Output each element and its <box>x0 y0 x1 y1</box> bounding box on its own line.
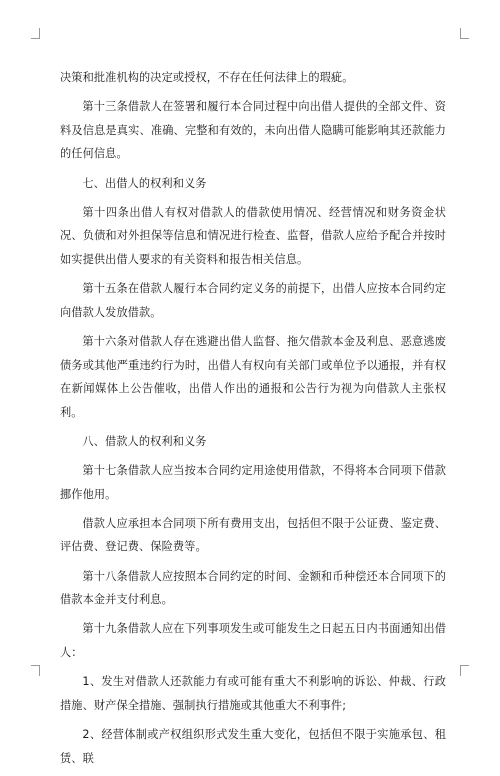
clause-13: 第十三条借款人在签署和履行本合同过程中向出借人提供的全部文件、资料及信息是真实、准确、完整和有效的，未向出借人隐瞒可能影响其还款能力的任何信息。 <box>60 100 446 161</box>
crop-mark-bottom-right <box>460 665 469 676</box>
section-heading-8: 八、借款人的权利和义务 <box>82 434 207 448</box>
crop-mark-top-right <box>460 28 469 39</box>
document-body <box>60 66 446 776</box>
crop-mark-bottom-left <box>31 665 40 676</box>
clause-18: 第十八条借款人应按照本合同约定的时间、金额和币种偿还本合同项下的借款本金并支付利息。 <box>60 569 446 607</box>
crop-mark-top-left <box>31 28 40 39</box>
section-heading-7: 七、出借人的权利和义务 <box>82 176 207 190</box>
paragraph-1: 决策和批准机构的决定或授权，不存在任何法律上的瑕疵。 <box>60 71 354 84</box>
clause-17: 第十七条借款人应当按本合同约定用途使用借款，不得将本合同项下借款挪作他用。 <box>60 464 446 501</box>
clause-14: 第十四条出借人有权对借款人的借款使用情况、经营情况和财务资金状况、负债和对外担保等信息和情况进行检查、监督，借款人应给予配合并按时如实提供出借人要求的有关资料和报告相关信息。 <box>60 205 446 266</box>
clause-19-item-2: 2、经营体制或产权组织形式发生重大变化，包括但不限于实施承包、租赁、联 <box>60 727 446 765</box>
clause-17-fees: 借款人应承担本合同项下所有费用支出，包括但不限于公证费、鉴定费、评估费、登记费、保险费等。 <box>60 516 446 554</box>
clause-19-item-1: 1、发生对借款人还款能力有或可能有重大不利影响的诉讼、仲裁、行政措施、财产保全措施、强制执行措施或其他重大不利事件; <box>60 675 446 712</box>
clause-15: 第十五条在借款人履行本合同约定义务的前提下，出借人应按本合同约定向借款人发放借款。 <box>60 282 446 319</box>
clause-16: 第十六条对借款人存在逃避出借人监督、拖欠借款本金及利息、恶意逃废债务或其他严重违约行为时，出借人有权向有关部门或单位予以通报，并有权在新闻媒体上公告催收，出借人作出的通报和公告行为视为向借款人主张权利。 <box>60 334 446 419</box>
clause-19: 第十九条借款人应在下列事项发生或可能发生之日起五日内书面通知出借人： <box>60 622 446 659</box>
